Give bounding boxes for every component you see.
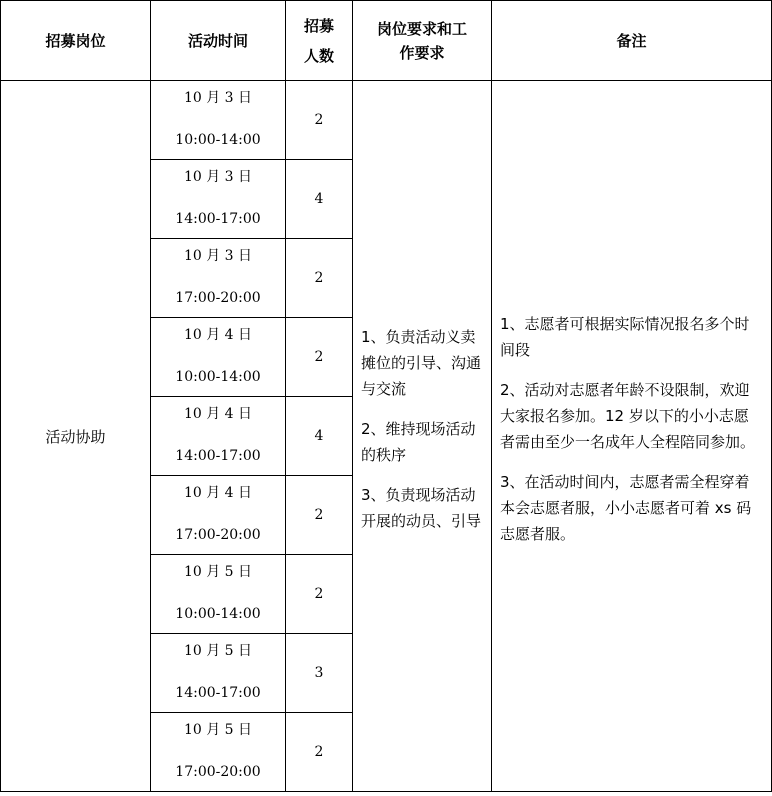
activity-time-range: 10:00-14:00 — [175, 132, 261, 148]
header-req-line2: 作要求 — [399, 43, 445, 62]
time-cell — [151, 397, 286, 476]
time-cell — [151, 634, 286, 713]
requirement-item: 2、维持现场活动的秩序 — [361, 420, 476, 464]
recruit-count: 2 — [286, 555, 353, 634]
recruit-count: 2 — [286, 476, 353, 555]
requirement-item: 1、负责活动义卖摊位的引导、沟通与交流 — [361, 328, 482, 398]
time-cell — [151, 239, 286, 318]
activity-time-range: 14:00-17:00 — [175, 448, 261, 464]
note-item: 1、志愿者可根据实际情况报名多个时间段 — [500, 315, 750, 359]
time-cell — [151, 318, 286, 397]
recruit-count: 4 — [286, 397, 353, 476]
requirements-cell — [353, 81, 492, 792]
header-notes: 备注 — [492, 1, 772, 81]
note-item: 3、在活动时间内，志愿者需全程穿着本会志愿者服，小小志愿者可着 xs 码志愿者服。 — [500, 473, 752, 543]
activity-time-range: 10:00-14:00 — [175, 369, 261, 385]
activity-time-range: 14:00-17:00 — [175, 211, 261, 227]
requirement-item: 3、负责现场活动开展的动员、引导 — [361, 486, 482, 530]
recruit-count: 2 — [286, 239, 353, 318]
header-requirements — [353, 1, 492, 81]
header-count — [286, 1, 353, 81]
time-cell — [151, 476, 286, 555]
note-item: 2、活动对志愿者年龄不设限制，欢迎大家报名参加。12 岁以下的小小志愿者需由至少一名成年人全程陪同参加。 — [500, 381, 756, 451]
activity-time-range: 17:00-20:00 — [175, 290, 261, 306]
activity-date: 10 月 3 日 — [183, 90, 253, 106]
activity-date: 10 月 5 日 — [183, 722, 253, 738]
table-row — [1, 81, 772, 160]
position-cell: 活动协助 — [1, 81, 151, 792]
header-time: 活动时间 — [151, 1, 286, 81]
recruit-count: 2 — [286, 713, 353, 792]
activity-date: 10 月 3 日 — [183, 248, 253, 264]
time-cell — [151, 713, 286, 792]
activity-date: 10 月 3 日 — [183, 169, 253, 185]
recruit-count: 3 — [286, 634, 353, 713]
recruit-count: 2 — [286, 81, 353, 160]
activity-date: 10 月 5 日 — [183, 643, 253, 659]
header-count-line2: 人数 — [303, 46, 334, 65]
activity-date: 10 月 4 日 — [183, 406, 253, 422]
header-position: 招募岗位 — [1, 1, 151, 81]
activity-date: 10 月 5 日 — [183, 564, 253, 580]
notes-cell — [492, 81, 772, 792]
time-cell — [151, 160, 286, 239]
activity-time-range: 17:00-20:00 — [175, 527, 261, 543]
activity-time-range: 14:00-17:00 — [175, 685, 261, 701]
time-cell — [151, 81, 286, 160]
time-cell — [151, 555, 286, 634]
recruit-count: 2 — [286, 318, 353, 397]
header-count-line1: 招募 — [303, 16, 334, 35]
activity-date: 10 月 4 日 — [183, 485, 253, 501]
activity-time-range: 17:00-20:00 — [175, 764, 261, 780]
header-req-line1: 岗位要求和工 — [376, 19, 467, 38]
header-row — [1, 1, 772, 81]
recruit-count: 4 — [286, 160, 353, 239]
activity-date: 10 月 4 日 — [183, 327, 253, 343]
activity-time-range: 10:00-14:00 — [175, 606, 261, 622]
